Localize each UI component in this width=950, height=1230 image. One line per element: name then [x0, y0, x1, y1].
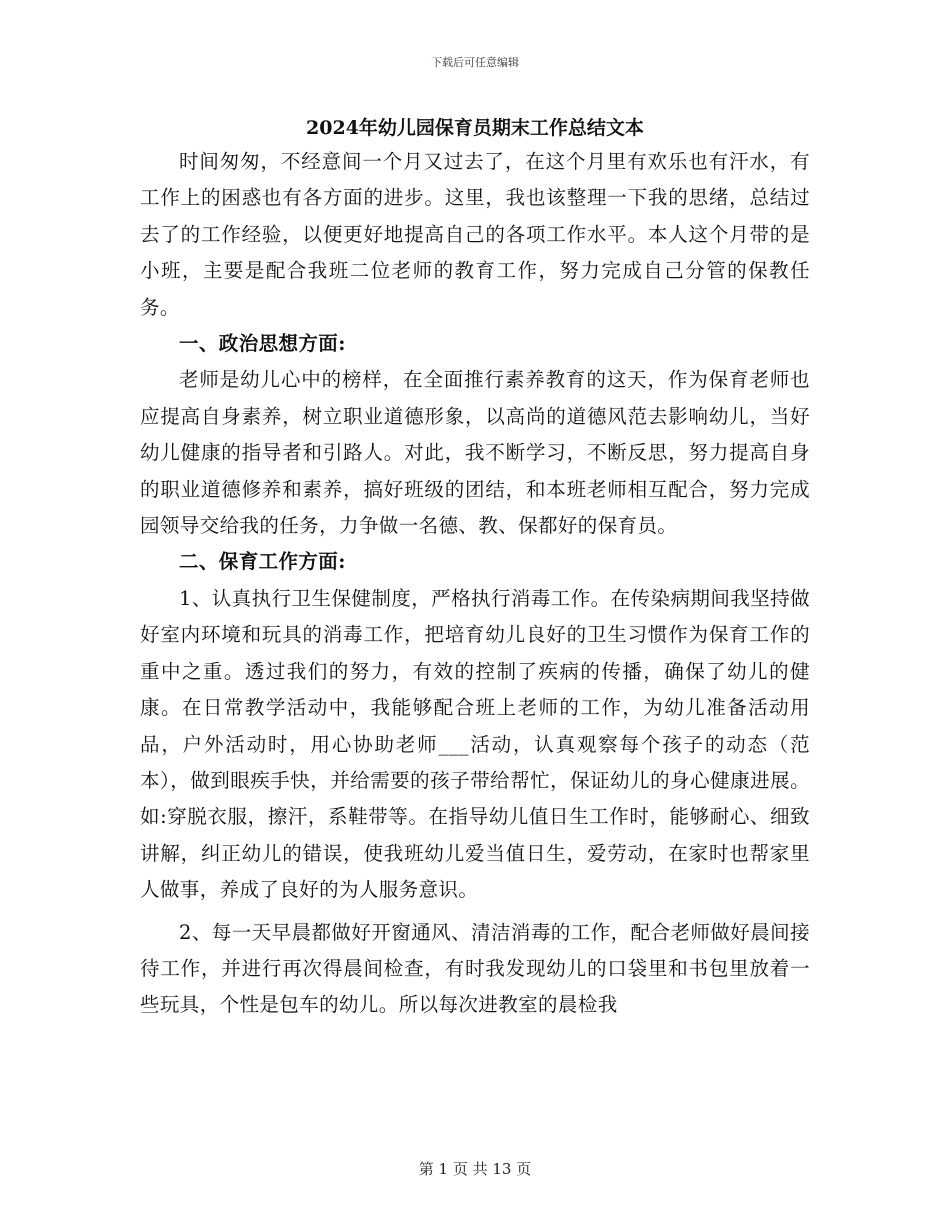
page-number: 第 1 页 共 13 页 [418, 1160, 532, 1178]
section-1-heading: 一、政治思想方面: [179, 332, 346, 356]
intro-paragraph: 时间匆匆，不经意间一个月又过去了，在这个月里有欢乐也有汗水，有工作上的困惑也有各方面的进步。这里，我也该整理一下我的思绪，总结过去了的工作经验，以便更好地提高自己的各项工作水平。本人这个月带的是小班，主要是配合我班二位老师的教育工作，努力完成自己分管的保教任务。 [140, 150, 810, 319]
page-header-note: 下载后可任意编辑 [431, 56, 519, 69]
section-2-item-1: 1、认真执行卫生保健制度，严格执行消毒工作。在传染病期间我坚持做好室内环境和玩具的消毒工作，把培育幼儿良好的卫生习惯作为保育工作的重中之重。透过我们的努力，有效的控制了疾病的传播，确保了幼儿的健康。在日常教学活动中，我能够配合班上老师的工作，为幼儿准备活动用品，户外活动时，用心协助老师___活动，认真观察每个孩子的动态（范本），做到眼疾手快，并给需要的孩子带给帮忙，保证幼儿的身心健康进展。如:穿脱衣服，擦汗，系鞋带等。在指导幼儿值日生工作时，能够耐心、细致讲解，纠正幼儿的错误，使我班幼儿爱当值日生，爱劳动，在家时也帮家里人做事，养成了良好的为人服务意识。 [140, 586, 810, 902]
section-2-item-2: 2、每一天早晨都做好开窗通风、清洁消毒的工作，配合老师做好晨间接待工作，并进行再次得晨间检查，有时我发现幼儿的口袋里和书包里放着一些玩具，个性是包车的幼儿。所以每次进教室的晨检我 [140, 920, 810, 1017]
document-title: 2024年幼儿园保育员期末工作总结文本 [306, 117, 644, 139]
document-body [140, 112, 810, 1024]
section-2-heading: 二、保育工作方面: [179, 550, 346, 574]
section-1-paragraph: 老师是幼儿心中的榜样，在全面推行素养教育的这天，作为保育老师也应提高自身素养，树立职业道德形象，以高尚的道德风范去影响幼儿，当好幼儿健康的指导者和引路人。对此，我不断学习，不断反思，努力提高自身的职业道德修养和素养，搞好班级的团结，和本班老师相互配合，努力完成园领导交给我的任务，力争做一名德、教、保都好的保育员。 [140, 368, 810, 538]
